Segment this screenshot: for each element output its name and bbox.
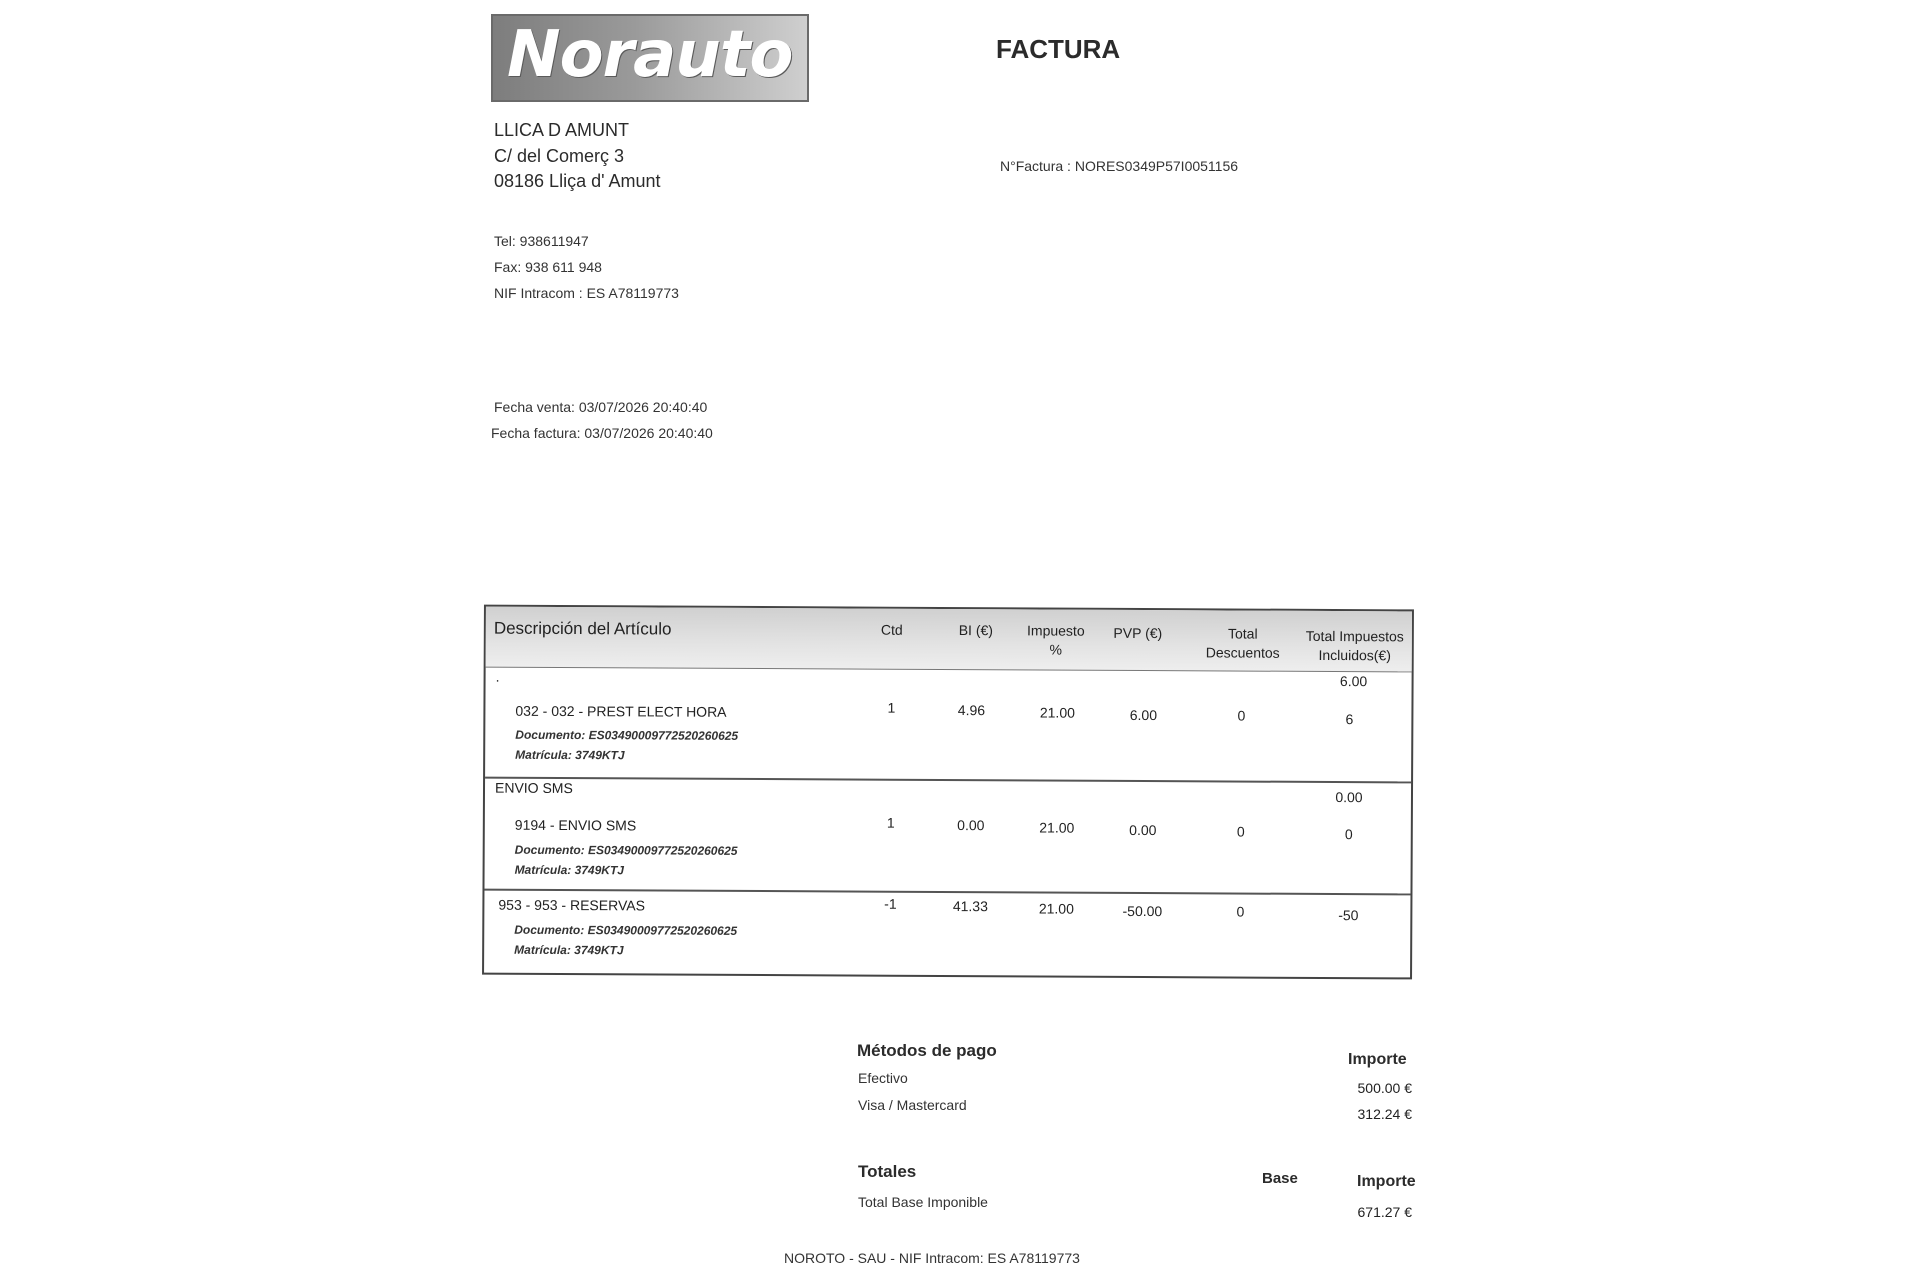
header-discounts <box>1188 624 1298 663</box>
totals-row-amount: 671.27 € <box>1357 1204 1412 1220</box>
table-header <box>486 607 1412 673</box>
payment-method-label: Efectivo <box>858 1070 908 1086</box>
payment-amount-header: Importe <box>1348 1051 1407 1068</box>
totals-title: Totales <box>858 1162 917 1181</box>
item-qty: -1 <box>884 895 897 912</box>
item-description: 032 - 032 - PREST ELECT HORA <box>515 702 727 720</box>
store-nif: NIF Intracom : ES A78119773 <box>494 285 679 301</box>
sale-date: Fecha venta: 03/07/2026 20:40:40 <box>494 399 708 415</box>
item-qty: 1 <box>886 814 895 831</box>
item-discount: 0 <box>1236 903 1245 920</box>
header-total-line2: Incluidos(€) <box>1318 646 1391 664</box>
item-tax: 21.00 <box>1038 900 1074 917</box>
payment-method-amount: 312.24 € <box>1357 1106 1412 1122</box>
row-divider <box>485 777 1411 784</box>
item-total: -50 <box>1338 907 1359 924</box>
header-qty: Ctd <box>880 621 903 638</box>
totals-row-label: Total Base Imponible <box>858 1194 988 1210</box>
store-tel: Tel: 938611947 <box>494 233 589 249</box>
store-fax: Fax: 938 611 948 <box>494 259 602 275</box>
header-bi: BI (€) <box>958 622 993 639</box>
header-description: Descripción del Artículo <box>493 618 672 639</box>
items-table <box>482 605 1414 980</box>
row-divider <box>484 889 1410 896</box>
payment-method-label: Visa / Mastercard <box>858 1097 967 1113</box>
item-description: 9194 - ENVIO SMS <box>514 816 637 834</box>
header-total <box>1298 627 1412 666</box>
norauto-logo <box>491 14 809 102</box>
item-tax: 21.00 <box>1039 704 1075 721</box>
document-title: FACTURA <box>996 34 1121 64</box>
totals-base-header: Base <box>1262 1170 1298 1187</box>
header-total-line1: Total Impuestos <box>1305 627 1404 645</box>
item-total: 0 <box>1344 826 1353 843</box>
header-tax-line1: Impuesto <box>1027 622 1085 639</box>
item-tax: 21.00 <box>1039 819 1075 836</box>
group-label: . <box>495 668 500 685</box>
header-pvp: PVP (€) <box>1113 624 1163 642</box>
footer-legal: NOROTO - SAU - NIF Intracom: ES A78119773 <box>784 1250 1080 1266</box>
group-label: ENVIO SMS <box>494 779 573 797</box>
store-street: C/ del Comerç 3 <box>494 146 625 166</box>
item-documento: Documento: ES03490009772520260625 <box>515 727 739 743</box>
item-matricula: Matrícula: 3749KTJ <box>514 942 624 958</box>
item-bi: 41.33 <box>952 898 988 915</box>
store-city: 08186 Lliça d' Amunt <box>494 171 661 191</box>
item-qty: 1 <box>887 699 896 716</box>
logo-text: Norauto <box>507 18 793 92</box>
item-documento: Documento: ES03490009772520260625 <box>514 842 738 858</box>
item-description: 953 - 953 - RESERVAS <box>498 896 646 914</box>
invoice-date: Fecha factura: 03/07/2026 20:40:40 <box>491 425 713 441</box>
group-total: 0.00 <box>1335 789 1363 806</box>
header-tax-line2: % <box>1049 641 1063 658</box>
item-matricula: Matrícula: 3749KTJ <box>515 747 625 763</box>
item-pvp: 6.00 <box>1129 706 1158 724</box>
item-documento: Documento: ES03490009772520260625 <box>514 922 738 938</box>
group-total: 6.00 <box>1339 673 1368 690</box>
payment-title: Métodos de pago <box>857 1041 997 1060</box>
item-bi: 4.96 <box>957 702 986 719</box>
header-discounts-line2: Descuentos <box>1205 644 1280 661</box>
payment-method-amount: 500.00 € <box>1357 1080 1412 1096</box>
totals-amount-header: Importe <box>1357 1173 1416 1190</box>
item-discount: 0 <box>1236 823 1245 840</box>
item-pvp: 0.00 <box>1129 821 1157 839</box>
item-pvp: -50.00 <box>1122 902 1163 920</box>
header-discounts-line1: Total <box>1227 625 1258 642</box>
invoice-number: N°Factura : NORES0349P57I0051156 <box>1000 158 1239 174</box>
item-bi: 0.00 <box>957 817 985 834</box>
item-matricula: Matrícula: 3749KTJ <box>514 862 625 878</box>
item-discount: 0 <box>1237 707 1246 724</box>
header-tax <box>1011 621 1101 659</box>
item-total: 6 <box>1345 711 1354 728</box>
store-name: LLICA D AMUNT <box>494 120 630 140</box>
